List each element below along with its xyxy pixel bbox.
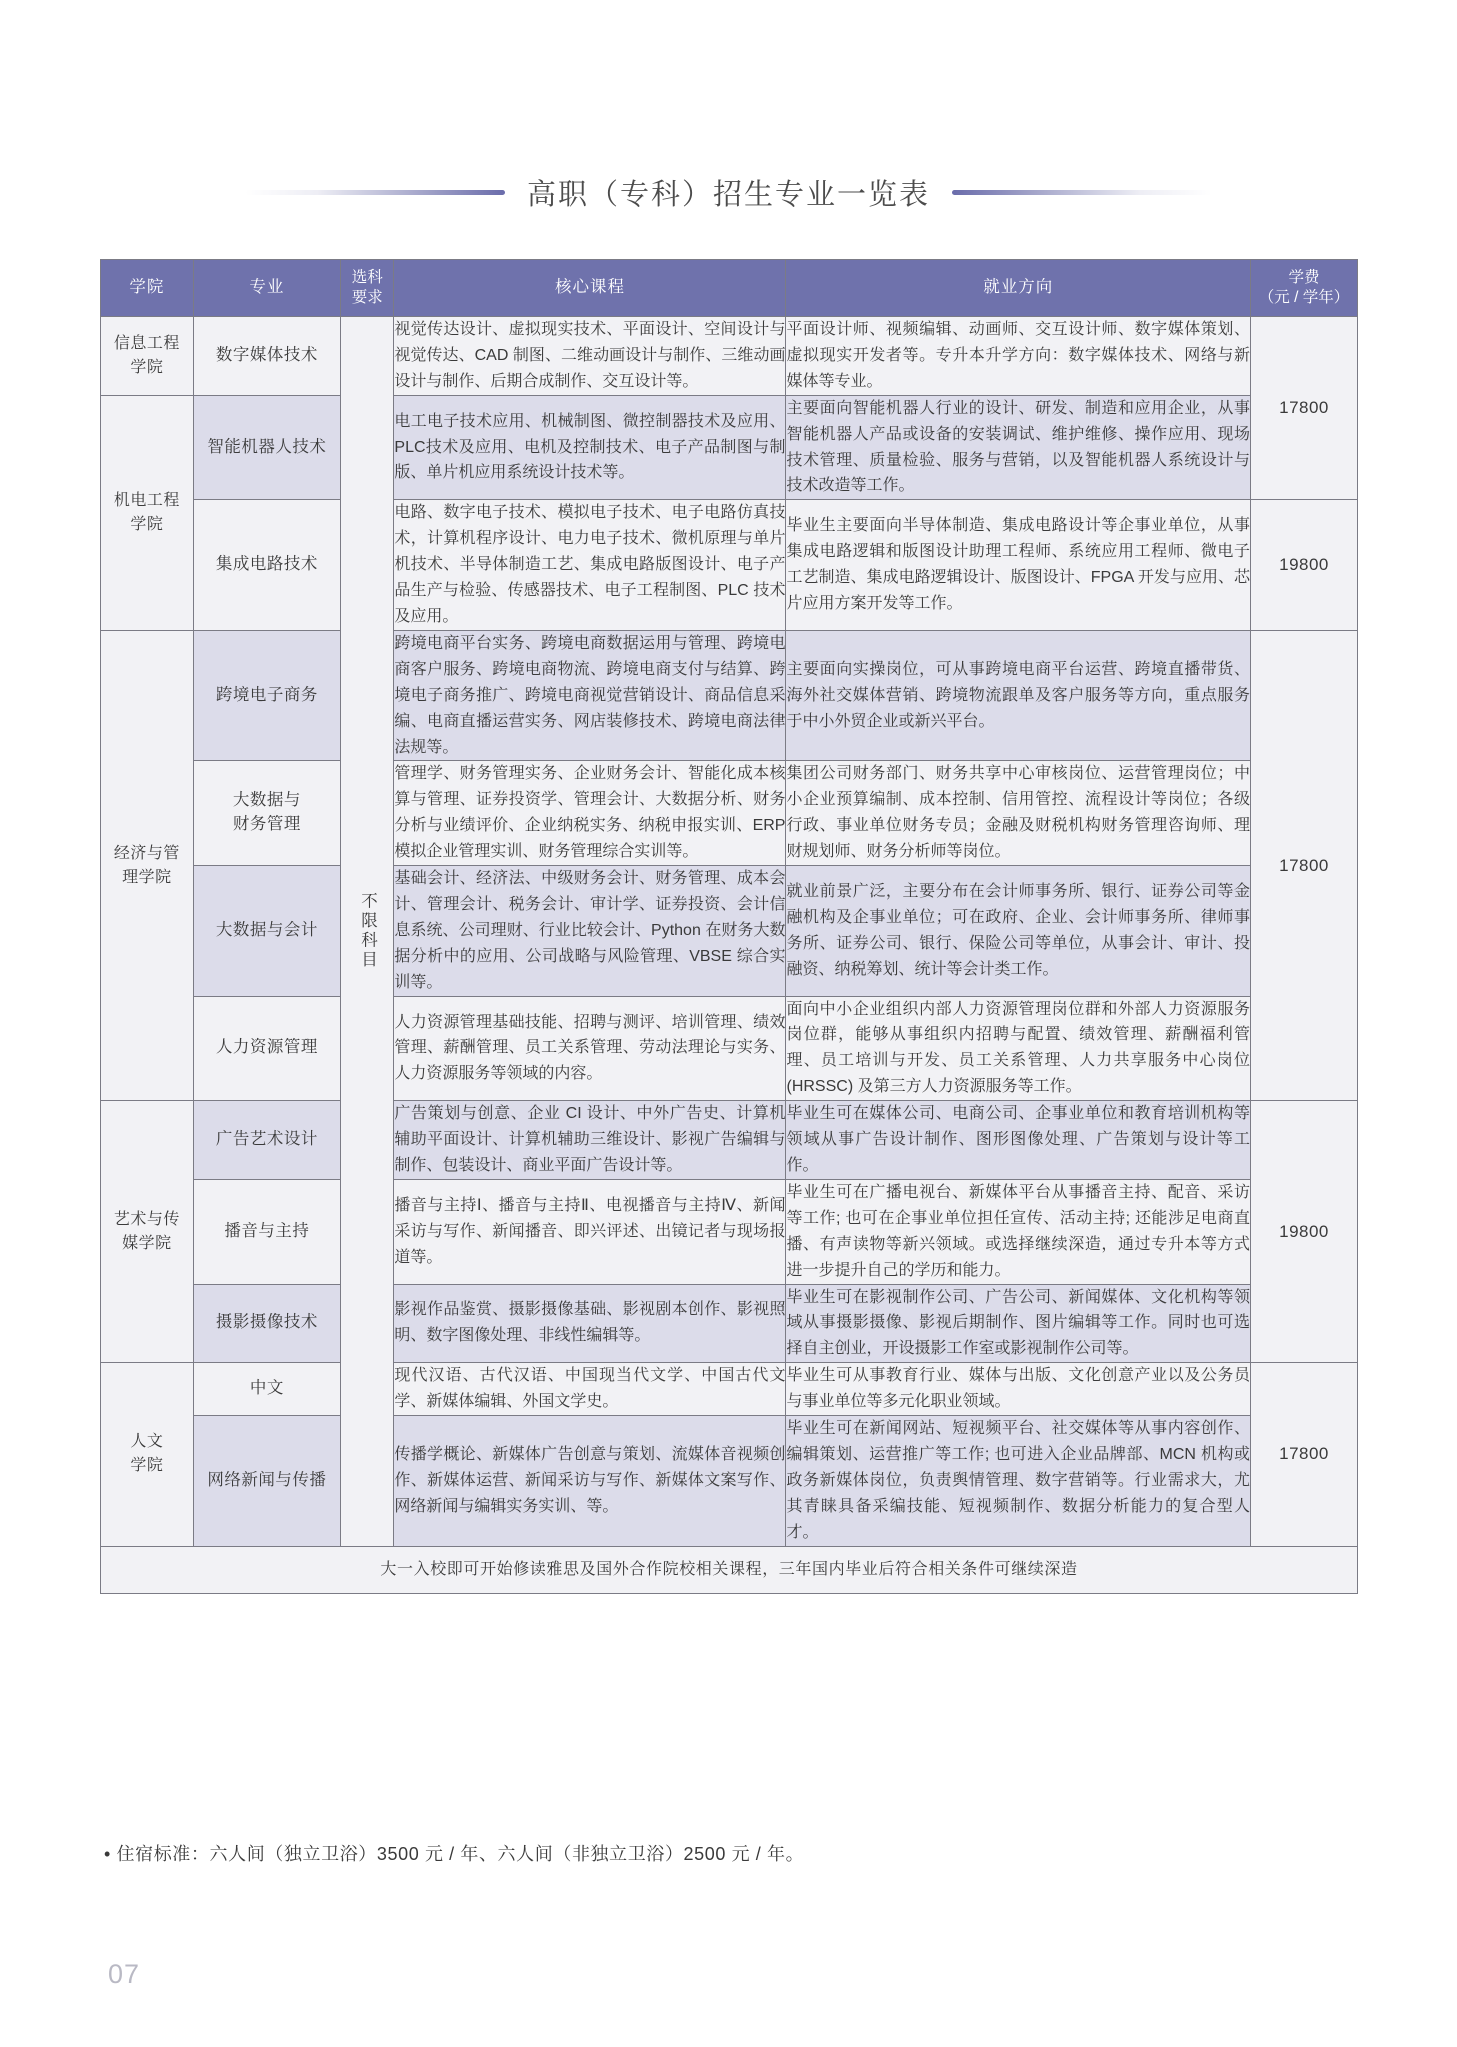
table-row bbox=[101, 395, 1358, 500]
cell-core-courses: 人力资源管理基础技能、招聘与测评、培训管理、绩效管理、薪酬管理、员工关系管理、劳动法理论与实务、人力资源服务等领域的内容。 bbox=[394, 996, 786, 1101]
cell-major: 广告艺术设计 bbox=[193, 1101, 340, 1180]
cell-college bbox=[101, 630, 194, 1100]
college-line2: 学院 bbox=[130, 358, 164, 376]
cell-tuition: 17800 bbox=[1251, 317, 1358, 500]
cell-core-courses: 基础会计、经济法、中级财务会计、财务管理、成本会计、管理会计、税务会计、审计学、证券投资、会计信息系统、公司理财、行业比较会计、Python 在财务大数据分析中的应用、公司战略与风险管理、VBSE 综合实训等。 bbox=[394, 866, 786, 997]
cell-employment: 集团公司财务部门、财务共享中心审核岗位、运营管理岗位；中小企业预算编制、成本控制、信用管控、流程设计等岗位；各级行政、事业单位财务专员；金融及财税机构财务管理咨询师、理财规划师、财务分析师等岗位。 bbox=[786, 761, 1251, 866]
major-line1: 大数据与 bbox=[232, 791, 301, 810]
majors-table-container bbox=[100, 259, 1358, 1594]
column-header-employment: 就业方向 bbox=[786, 260, 1251, 317]
table-header-row bbox=[101, 260, 1358, 317]
cell-college bbox=[101, 1101, 194, 1363]
cell-core-courses: 管理学、财务管理实务、企业财务会计、智能化成本核算与管理、证券投资学、管理会计、大数据分析、财务分析与业绩评价、企业纳税实务、纳税申报实训、ERP 模拟企业管理实训、财务管理综合实训等。 bbox=[394, 761, 786, 866]
cell-core-courses: 现代汉语、古代汉语、中国现当代文学、中国古代文学、新媒体编辑、外国文学史。 bbox=[394, 1363, 786, 1416]
cell-major: 网络新闻与传播 bbox=[193, 1416, 340, 1547]
cell-core-courses: 播音与主持Ⅰ、播音与主持Ⅱ、电视播音与主持Ⅳ、新闻采访与写作、新闻播音、即兴评述、出镜记者与现场报道等。 bbox=[394, 1179, 786, 1284]
table-row bbox=[101, 761, 1358, 866]
college-line2: 学院 bbox=[130, 515, 164, 533]
table-row bbox=[101, 630, 1358, 761]
cell-employment: 毕业生可从事教育行业、媒体与出版、文化创意产业以及公务员与事业单位等多元化职业领域。 bbox=[786, 1363, 1251, 1416]
cell-employment: 平面设计师、视频编辑、动画师、交互设计师、数字媒体策划、虚拟现实开发者等。专升本升学方向：数字媒体技术、网络与新媒体等专业。 bbox=[786, 317, 1251, 396]
column-header-subject-requirement bbox=[340, 260, 393, 317]
college-line2: 学院 bbox=[130, 1457, 164, 1475]
cell-core-courses: 电工电子技术应用、机械制图、微控制器技术及应用、PLC技术及应用、电机及控制技术、电子产品制图与制版、单片机应用系统设计技术等。 bbox=[394, 395, 786, 500]
column-header-subject-line2: 要求 bbox=[351, 289, 383, 306]
cell-college bbox=[101, 1363, 194, 1546]
college-line1: 机电工程 bbox=[113, 491, 180, 509]
table-footer-note: 大一入校即可开始修读雅思及国外合作院校相关课程，三年国内毕业后符合相关条件可继续深造 bbox=[101, 1546, 1358, 1593]
college-line1: 经济与管 bbox=[113, 844, 180, 862]
column-header-college: 学院 bbox=[101, 260, 194, 317]
table-body bbox=[101, 317, 1358, 1594]
cell-major: 集成电路技术 bbox=[193, 500, 340, 631]
cell-employment: 面向中小企业组织内部人力资源管理岗位群和外部人力资源服务岗位群，能够从事组织内招聘与配置、绩效管理、薪酬福利管理、员工培训与开发、员工关系管理、人力共享服务中心岗位 (HRSSC) 及第三方人力资源服务等工作。 bbox=[786, 996, 1251, 1101]
cell-tuition: 19800 bbox=[1251, 1101, 1358, 1363]
cell-employment: 毕业生可在影视制作公司、广告公司、新闻媒体、文化机构等领域从事摄影摄像、影视后期制作、图片编辑等工作。同时也可选择自主创业，开设摄影工作室或影视制作公司等。 bbox=[786, 1284, 1251, 1363]
majors-table bbox=[100, 259, 1358, 1594]
column-header-core-courses: 核心课程 bbox=[394, 260, 786, 317]
title-rule-right-icon bbox=[952, 190, 1212, 195]
cell-major: 人力资源管理 bbox=[193, 996, 340, 1101]
table-row bbox=[101, 996, 1358, 1101]
cell-employment: 毕业生可在广播电视台、新媒体平台从事播音主持、配音、采访等工作; 也可在企事业单位担任宣传、活动主持; 还能涉足电商直播、有声读物等新兴领域。或选择继续深造，通过专升本等方式进一步提升自己的学历和能力。 bbox=[786, 1179, 1251, 1284]
table-footer-row bbox=[101, 1546, 1358, 1593]
cell-major: 数字媒体技术 bbox=[193, 317, 340, 396]
title-rule-left-icon bbox=[245, 190, 505, 195]
page-title: 高职（专科）招生专业一览表 bbox=[526, 179, 930, 211]
subject-requirement-vertical-text: 不限科目 bbox=[358, 892, 377, 971]
cell-major bbox=[193, 761, 340, 866]
column-header-tuition-line2: （元 / 学年） bbox=[1258, 289, 1350, 306]
column-header-subject-line1: 选科 bbox=[351, 268, 383, 286]
college-line2: 理学院 bbox=[122, 868, 172, 886]
cell-employment: 就业前景广泛，主要分布在会计师事务所、银行、证券公司等金融机构及企事业单位；可在政府、企业、会计师事务所、律师事务所、证券公司、银行、保险公司等单位，从事会计、审计、投融资、纳税筹划、统计等会计类工作。 bbox=[786, 866, 1251, 997]
cell-core-courses: 传播学概论、新媒体广告创意与策划、流媒体音视频创作、新媒体运营、新闻采访与写作、新媒体文案写作、网络新闻与编辑实务实训、等。 bbox=[394, 1416, 786, 1547]
cell-major: 播音与主持 bbox=[193, 1179, 340, 1284]
table-row bbox=[101, 317, 1358, 396]
cell-major: 跨境电子商务 bbox=[193, 630, 340, 761]
cell-major: 智能机器人技术 bbox=[193, 395, 340, 500]
table-row bbox=[101, 1101, 1358, 1180]
page-title-block bbox=[0, 172, 1457, 213]
cell-core-courses: 视觉传达设计、虚拟现实技术、平面设计、空间设计与视觉传达、CAD 制图、二维动画设计与制作、三维动画设计与制作、后期合成制作、交互设计等。 bbox=[394, 317, 786, 396]
column-header-tuition-line1: 学费 bbox=[1288, 268, 1320, 286]
cell-college bbox=[101, 395, 194, 630]
cell-subject-requirement bbox=[340, 317, 393, 1547]
college-line1: 人文 bbox=[130, 1433, 164, 1451]
table-row bbox=[101, 1363, 1358, 1416]
accommodation-note: • 住宿标准：六人间（独立卫浴）3500 元 / 年、六人间（非独立卫浴）2500 元 / 年。 bbox=[104, 1844, 805, 1864]
column-header-major: 专业 bbox=[193, 260, 340, 317]
cell-core-courses: 电路、数字电子技术、模拟电子技术、电子电路仿真技术，计算机程序设计、电力电子技术、微机原理与单片机技术、半导体制造工艺、集成电路版图设计、电子产品生产与检验、传感器技术、电子工程制图、PLC 技术及应用。 bbox=[394, 500, 786, 631]
table-row bbox=[101, 1284, 1358, 1363]
college-line1: 艺术与传 bbox=[113, 1210, 180, 1228]
cell-employment: 毕业生主要面向半导体制造、集成电路设计等企事业单位，从事集成电路逻辑和版图设计助理工程师、系统应用工程师、微电子工艺制造、集成电路逻辑设计、版图设计、FPGA 开发与应用、芯片应用方案开发等工作。 bbox=[786, 500, 1251, 631]
cell-core-courses: 影视作品鉴赏、摄影摄像基础、影视剧本创作、影视照明、数字图像处理、非线性编辑等。 bbox=[394, 1284, 786, 1363]
table-row bbox=[101, 1416, 1358, 1547]
page-number: 07 bbox=[108, 1959, 141, 1989]
cell-college bbox=[101, 317, 194, 396]
table-row bbox=[101, 866, 1358, 997]
college-line2: 媒学院 bbox=[122, 1234, 172, 1252]
table-header bbox=[101, 260, 1358, 317]
cell-employment: 毕业生可在媒体公司、电商公司、企事业单位和教育培训机构等领域从事广告设计制作、图形图像处理、广告策划与设计等工作。 bbox=[786, 1101, 1251, 1180]
cell-major: 中文 bbox=[193, 1363, 340, 1416]
cell-tuition: 17800 bbox=[1251, 1363, 1358, 1546]
table-row bbox=[101, 1179, 1358, 1284]
major-line2: 财务管理 bbox=[232, 815, 301, 834]
college-line1: 信息工程 bbox=[113, 334, 180, 352]
cell-employment: 毕业生可在新闻网站、短视频平台、社交媒体等从事内容创作、编辑策划、运营推广等工作; 也可进入企业品牌部、MCN 机构或政务新媒体岗位，负责舆情管理、数字营销等。行业需求大，尤其青睐具备采编技能、短视频制作、数据分析能力的复合型人才。 bbox=[786, 1416, 1251, 1547]
cell-employment: 主要面向智能机器人行业的设计、研发、制造和应用企业，从事智能机器人产品或设备的安装调试、维护维修、操作应用、现场技术管理、质量检验、服务与营销，以及智能机器人系统设计与技术改造等工作。 bbox=[786, 395, 1251, 500]
cell-tuition: 19800 bbox=[1251, 500, 1358, 631]
cell-employment: 主要面向实操岗位，可从事跨境电商平台运营、跨境直播带货、海外社交媒体营销、跨境物流跟单及客户服务等方向，重点服务于中小外贸企业或新兴平台。 bbox=[786, 630, 1251, 761]
cell-major: 大数据与会计 bbox=[193, 866, 340, 997]
table-row bbox=[101, 500, 1358, 631]
cell-tuition: 17800 bbox=[1251, 630, 1358, 1100]
cell-major: 摄影摄像技术 bbox=[193, 1284, 340, 1363]
cell-core-courses: 广告策划与创意、企业 CI 设计、中外广告史、计算机辅助平面设计、计算机辅助三维设计、影视广告编辑与制作、包装设计、商业平面广告设计等。 bbox=[394, 1101, 786, 1180]
cell-core-courses: 跨境电商平台实务、跨境电商数据运用与管理、跨境电商客户服务、跨境电商物流、跨境电商支付与结算、跨境电子商务推广、跨境电商视觉营销设计、商品信息采编、电商直播运营实务、网店装修技术、跨境电商法律法规等。 bbox=[394, 630, 786, 761]
column-header-tuition bbox=[1251, 260, 1358, 317]
